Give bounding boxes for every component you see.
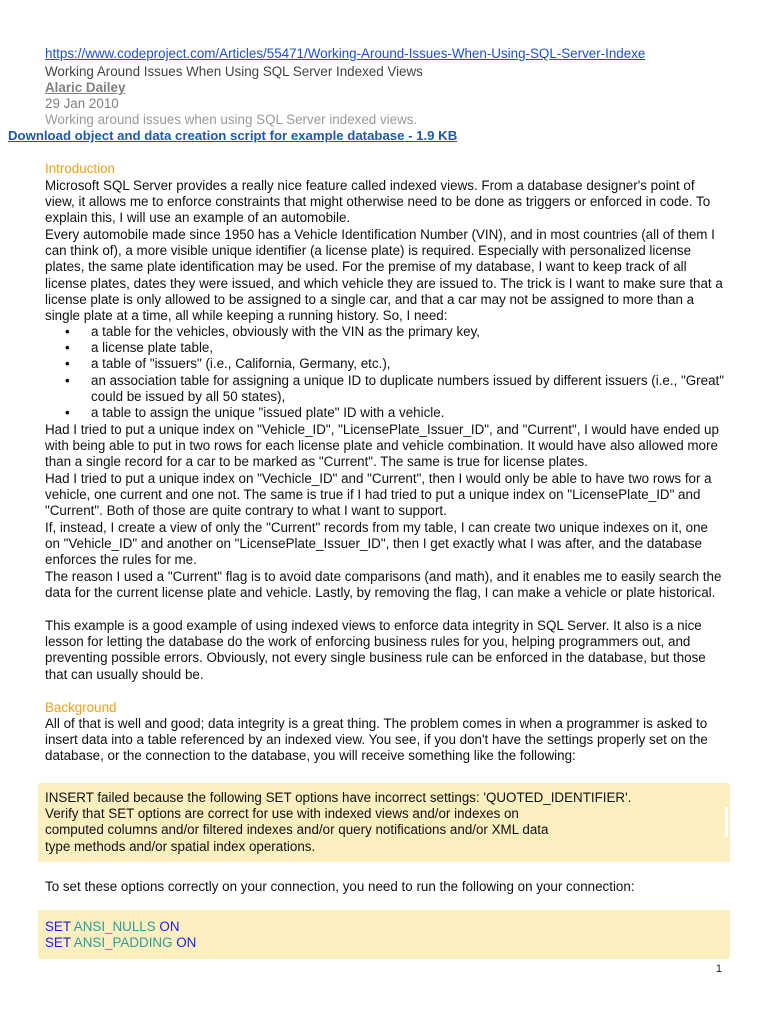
sql-option: ANSI_NULLS [73, 919, 156, 934]
sql-keyword: SET [45, 935, 71, 951]
bullet-icon: • [65, 372, 70, 388]
publish-date: 29 Jan 2010 [45, 96, 119, 111]
code-line [45, 935, 196, 951]
code-text [45, 919, 196, 951]
bullet-icon: • [65, 356, 70, 372]
background-paragraph-2: To set these options correctly on your connection, you need to run the following on your connection: [45, 879, 635, 894]
download-script-link[interactable]: Download object and data creation script for example database - 1.9 KB [8, 128, 458, 143]
list-item: • a table to assign the unique "issued plate" ID with a vehicle. [65, 405, 445, 421]
article-summary: Working around issues when using SQL Server indexed views. [45, 112, 418, 127]
code-line [45, 919, 196, 935]
page-number: 1 [715, 963, 722, 975]
error-line: type methods and/or spatial index operations. [45, 838, 316, 854]
bullet-icon: • [65, 405, 70, 421]
error-message-text [45, 790, 631, 855]
error-line: computed columns and/or filtered indexes and/or query notifications and/or XML data [45, 822, 549, 838]
background-paragraph-1: All of that is well and good; data integrity is a great thing. The problem comes in when a programmer is asked to insert data into a table referenced by an indexed view. You see, if you don't have the settings properly set on the database, or the connection to the database, you will receive something like the following: [45, 716, 708, 764]
error-message-box [38, 783, 730, 862]
intro-paragraph-6: The reason I used a "Current" flag is to avoid date comparisons (and math), and it enables me to easily search the data for the current license plate and vehicle. Lastly, by removing the flag, I can make a vehicle or plate historical. [45, 569, 722, 601]
requirements-list [45, 324, 725, 421]
intro-paragraph-4: Had I tried to put a unique index on "Vechicle_ID" and "Current", then I would only be able to have two rows for a vehicle, one current and one not. The same is true if I had tried to put a unique index on "LicensePlate_ID" and "Current". Both of those are quite contrary to what I want to support. [45, 471, 712, 519]
scroll-marker [725, 807, 728, 837]
sql-keyword: SET [45, 919, 71, 934]
source-url-link[interactable]: https://www.codeproject.com/Articles/55471/Working-Around-Issues-When-Using-SQL-Server-Indexe [45, 46, 646, 61]
list-item: • a table of "issuers" (i.e., California, Germany, etc.), [65, 356, 391, 372]
error-line: Verify that SET options are correct for use with indexed views and/or indexes on [45, 806, 519, 822]
author-link[interactable]: Alaric Dailey [45, 80, 126, 95]
background-heading: Background [45, 700, 117, 715]
list-item: • a license plate table, [65, 340, 214, 356]
intro-paragraph-2: Every automobile made since 1950 has a Vehicle Identification Number (VIN), and in most countries (all of them I can think of), a more visible unique identifier (a license plate) is required. Especially with personalized license plates, the same plate identification may be used. For the premise of my database, I want to keep track of all license plates, dates they were issued, and which vehicle they are issued to. The trick is I want to make sure that a license plate is only allowed to be assigned to a single car, and that a car may not be assigned to more than a single plate at a time, all while keeping a running history. So, I need: [45, 227, 723, 324]
introduction-heading: Introduction [45, 161, 115, 176]
sql-value: ON [176, 935, 197, 951]
bullet-icon: • [65, 324, 70, 339]
error-line: INSERT failed because the following SET options have incorrect settings: 'QUOTED_IDENTIFIER'. [45, 790, 632, 805]
intro-paragraph-5: If, instead, I create a view of only the "Current" records from my table, I can create two unique indexes on it, one on "Vehicle_ID" and another on "LicensePlate_Issuer_ID", then I get exactly what I was after, and the database enforces the rules for me. [45, 520, 709, 568]
article-title: Working Around Issues When Using SQL Server Indexed Views [45, 64, 423, 79]
sql-value: ON [159, 919, 180, 934]
list-item: • an association table for assigning a unique ID to duplicate numbers issued by different issuers (i.e., "Great" could be issued by all 50 states), [65, 372, 725, 404]
sql-option: ANSI_PADDING [73, 935, 173, 951]
code-block [38, 910, 730, 959]
intro-paragraph-7: This example is a good example of using indexed views to enforce data integrity in SQL Server. It also is a nice lesson for letting the database do the work of enforcing business rules for you, helping programmers out, and preventing possible errors. Obviously, not every single business rule can be enforced in the database, but those that can usually should be. [45, 618, 706, 682]
intro-paragraph-1: Microsoft SQL Server provides a really nice feature called indexed views. From a database designer's point of view, it allows me to enforce constraints that might otherwise need to be done as triggers or enforced in code. To explain this, I will use an example of an automobile. [45, 178, 711, 226]
list-item: • a table for the vehicles, obviously with the VIN as the primary key, [65, 324, 481, 339]
intro-paragraph-3: Had I tried to put a unique index on "Vehicle_ID", "LicensePlate_Issuer_ID", and "Current", I would have ended up with being able to put in two rows for each license plate and vehicle combination. It would have also allowed more than a single record for a car to be marked as "Current". The same is true for license plates. [45, 422, 719, 470]
bullet-icon: • [65, 340, 70, 356]
